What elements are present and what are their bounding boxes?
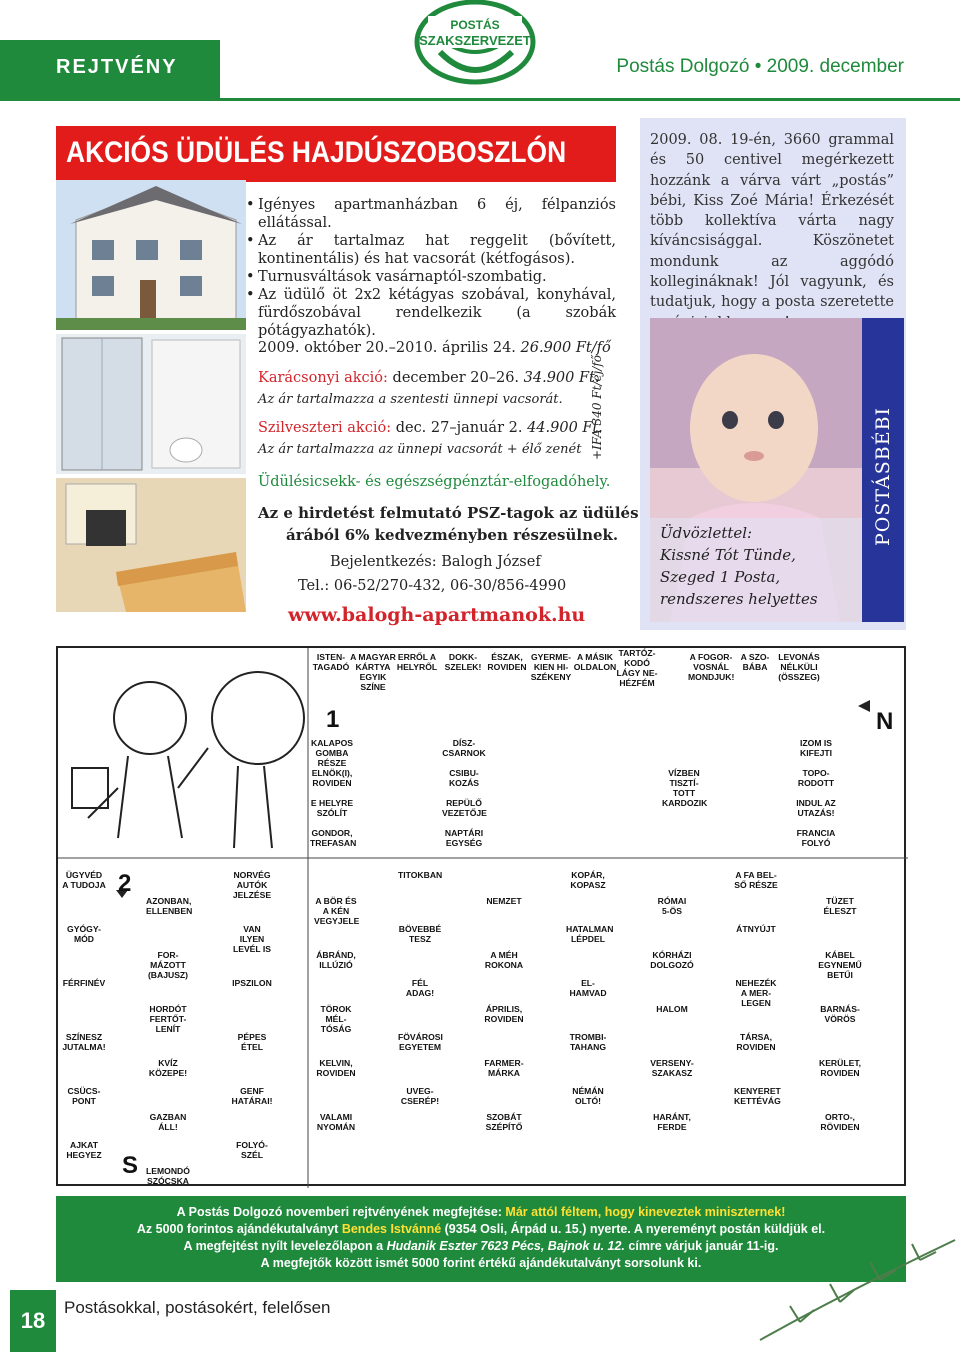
xmas-note: Az ár tartalmazza a szentesti ünnepi vacsorát. (258, 392, 563, 407)
crossword-clue: KELVIN, ROVIDEN (316, 1058, 356, 1078)
crossword-clue: VALAMI NYOMÁN (316, 1112, 356, 1132)
crossword-top-clue: A MÁSIK OLDALON (573, 652, 617, 672)
svg-text:SZAKSZERVEZET: SZAKSZERVEZET (419, 33, 531, 48)
crossword-clue: KOPÁR, KOPASZ (570, 870, 606, 890)
baby-announcement: 2009. 08. 19-én, 3660 grammal és 50 centivel megérkezett hozzánk a várva várt „postás” bébi, Kiss Zoé Mária! Érkezését több kollektíva várta nagy kíváncsisággal. Köszönetet mondunk az aggódó kollegináknak! Jól vagyunk, és tudatjuk, hogy a posta szeretette (650, 132, 894, 311)
nye-label: Szilveszteri akció: (258, 420, 392, 436)
crossword-clue: E HELYRE SZÓLÍT (310, 798, 354, 818)
nye-price: 44.900 Ft. (527, 420, 603, 436)
issue-label: Postás Dolgozó • 2009. december (616, 56, 904, 77)
solution-line-2: Az 5000 forintos ajándékutalványt Bendes Istvánné (9354 Osli, Árpád u. 15.) nyerte. A nyereményt postán küldjük el. (136, 1222, 826, 1236)
crossword-clue: UVEG- CSERÉP! (400, 1086, 440, 1106)
voucher-note: Üdülésicsekk- és egészségpénztár-elfogadóhely. (258, 474, 611, 490)
header-divider (0, 98, 960, 101)
discount-line-1: Az e hirdetést felmutató PSZ-tagok az üdülés (258, 504, 639, 522)
crossword-clue: VERSENY- SZAKASZ (650, 1058, 694, 1078)
crossword-clue: REPÜLŐ VEZETŐJE (442, 798, 487, 818)
xmas-offer (258, 370, 599, 386)
nye-offer (258, 420, 603, 436)
crossword-clue: VAN ILYEN LEVÉL IS (232, 924, 272, 954)
crossword-clue: NEMZET (486, 896, 522, 906)
crossword-top-clue: A FOGOR- VOSNÁL MONDJUK! (688, 652, 735, 682)
crossword-clue: A MÉH ROKONA (484, 950, 524, 970)
marker-one: 1 (326, 706, 340, 733)
xmas-dates: december 20–26. (392, 370, 520, 386)
crossword-clue: CSÜCS- PONT (67, 1086, 101, 1106)
crossword-clue: GYÓGY- MÓD (67, 924, 101, 944)
crossword-clue: NÉMÁN OLTÓ! (572, 1086, 604, 1106)
send-address: Hudanik Eszter 7623 Pécs, Bajnok u. 12. (386, 1239, 625, 1253)
booking-phone: Tel.: 06-52/270-432, 06-30/856-4990 (298, 578, 567, 594)
crossword-clue: TÁRSA, ROVIDEN (736, 1032, 776, 1052)
ad-feature-item: • Az ár tartalmaz hat reggelit (bővített, kontinentális) és hat vacsorát (kétfogásos). (246, 232, 616, 268)
booking-contact: Bejelentkezés: Balogh József (330, 554, 541, 570)
winner-name: Bendes Istvánné (341, 1222, 442, 1236)
footer-slogan: Postásokkal, postásokért, felelősen (64, 1298, 331, 1317)
crossword-clue: RÓMAI 5-ÖS (657, 896, 687, 916)
crossword-clue: ÁTNYÚJT (736, 924, 776, 934)
crossword-clue: KALAPOS GOMBA RÉSZE (310, 738, 354, 768)
cartoon-drawing (72, 672, 304, 848)
ad-feature-item: • Igényes apartmanházban 6 éj, félpanziós ellátással. (246, 196, 616, 232)
crossword-clue: GONDOR, TREFASAN (310, 828, 357, 848)
marker-two: 2 (118, 870, 132, 897)
crossword-clue: KVÍZ KÖZEPE! (148, 1058, 188, 1078)
page-number: 18 (10, 1290, 56, 1352)
crossword-clue: GAZBAN ÁLL! (149, 1112, 187, 1132)
season-offer (258, 340, 611, 356)
solution-line-1: A Postás Dolgozó novemberi rejtvényének megfejtése: Már attól féltem, hogy kineveztek miniszternek! (176, 1205, 786, 1219)
nye-note: Az ár tartalmazza az ünnepi vacsorát + élő zenét (258, 442, 582, 457)
crossword-clue: VÍZBEN TISZTÍ- TOTT (668, 768, 700, 798)
baby-signature: Üdvözlettel: Kissné Tót Tünde, Szeged 1 Posta, rendszeres helyettes (660, 524, 818, 608)
crossword-clue: NEHEZÉK A MER- LEGEN (735, 978, 777, 1008)
crossword-grid (56, 646, 906, 1186)
ad-title-bar (56, 126, 616, 182)
marker-n: N (876, 708, 894, 735)
postasbebi-label: POSTÁSBÉBI (872, 406, 894, 546)
crossword-clue: KENYERET KETTÉVÁG (734, 1086, 781, 1106)
crossword-clue: ORTO-, RÖVIDEN (820, 1112, 860, 1132)
crossword-clue: BÖVEBBÉ TESZ (398, 924, 442, 944)
vat-note: +IFA 340 Ft/éj/fő (590, 355, 604, 460)
crossword-clue: ÁBRÁND, ILLÚZIÓ (316, 950, 356, 970)
crossword-clue: BARNÁS- VÖRÖS (820, 1004, 860, 1024)
crossword-clue: FÉL ADAG! (405, 978, 435, 998)
crossword-clue: FARMER- MÁRKA (484, 1058, 524, 1078)
crossword-clue: DÍSZ- CSARNOK (442, 738, 486, 758)
crossword-top-clue: LEVONÁS NÉLKÜLI (ÖSSZEG) (778, 652, 820, 682)
crossword-top-clue: ERRŐL A HELYRŐL (396, 652, 438, 672)
season-price: 26.900 Ft/fő (520, 340, 611, 356)
crossword-clue: FOR- MÁZOTT (BAJUSZ) (147, 950, 189, 980)
crossword-clue: SZOBÁT SZÉPÍTŐ (485, 1112, 523, 1132)
crossword-clue: GENF HATÁRAI! (231, 1086, 273, 1106)
ad-feature-item: • Az üdülő öt 2x2 kétágyas szobával, konyhával, fürdőszobával rendelkezik (a szobák pótágyazhatók). (246, 286, 616, 340)
crossword-clue: AZONBAN, ELLENBEN (146, 896, 193, 916)
website-link[interactable]: www.balogh-apartmanok.hu (288, 604, 586, 626)
crossword-clue: NAPTÁRI EGYSÉG (444, 828, 484, 848)
fir-branch-decoration (740, 1210, 960, 1352)
apartment-photos (56, 180, 246, 612)
ad-title: AKCIÓS ÜDÜLÉS HAJDÚSZOBOSZLÓN (66, 136, 567, 169)
crossword-top-clue: DOKK- SZELEK! (444, 652, 482, 672)
ad-feature-list (246, 196, 616, 340)
section-header-bar (0, 40, 220, 98)
crossword-clue: FÖVÁROSI EGYETEM (398, 1032, 443, 1052)
postasbebi-label-bar (862, 318, 904, 622)
crossword-clue: FÉRFINÉV (62, 978, 106, 988)
svg-text:POSTÁS: POSTÁS (450, 18, 500, 32)
crossword-clue: TROMBI- TAHANG (569, 1032, 607, 1052)
crossword-clue: HARÁNT, FERDE (653, 1112, 691, 1132)
crossword-clue: PÉPES ÉTEL (237, 1032, 267, 1052)
crossword-clue: KERÜLET, ROVIDEN (818, 1058, 861, 1078)
crossword-clue: FRANCIA FOLYÓ (796, 828, 836, 848)
crossword-top-clue: GYERME- KIEN HI- SZÉKENY (530, 652, 572, 682)
crossword-lines (58, 648, 908, 1188)
crossword-top-clue: A MAGYAR KÁRTYA EGYIK SZÍNE (350, 652, 396, 692)
section-title: REJTVÉNY (56, 56, 178, 78)
crossword-top-clue: LÁGY NE- HÉZFÉM (616, 668, 658, 688)
crossword-clue: HATALMAN LÉPDEL (566, 924, 614, 944)
xmas-label: Karácsonyi akció: (258, 370, 388, 386)
crossword-clue: TÜZET ÉLESZT (823, 896, 857, 916)
crossword-clue: TITOKBAN (398, 870, 443, 880)
crossword-clue: KÁBEL EGYNEMŰ BETŰI (818, 950, 862, 980)
crossword-clue: KÓRHÁZI DOLGOZÓ (650, 950, 694, 970)
crossword-clue: SZÍNESZ JUTALMA! (62, 1032, 106, 1052)
crossword-clue: CSIBU- KOZÁS (448, 768, 480, 788)
crossword-clue: ÁPRILIS, ROVIDEN (484, 1004, 524, 1024)
crossword-clue: LEMONDÓ SZÓCSKA (146, 1166, 190, 1186)
crossword-clue: IPSZILON (232, 978, 272, 988)
crossword-top-clue: ISTEN- TAGADÓ (312, 652, 350, 672)
crossword-clue: FOLYÓ- SZÉL (236, 1140, 268, 1160)
crossword-clue: ÜGYVÉD A TUDOJA (62, 870, 106, 890)
crossword-clue: AJKAT HEGYEZ (66, 1140, 102, 1160)
crossword-top-clue: ÉSZAK, ROVIDEN (487, 652, 527, 672)
crossword-top-clue: A SZO- BÁBA (740, 652, 770, 672)
nye-dates: dec. 27–január 2. (395, 420, 523, 436)
marker-s: S (122, 1152, 139, 1179)
crossword-clue: ELNÖK(I), ROVIDEN (311, 768, 353, 788)
crossword-clue: TÖROK MÉL- TÓSÁG (320, 1004, 352, 1034)
crossword-clue: IZOM IS KIFEJTI (800, 738, 832, 758)
crossword-clue: A BÖR ÉS A KÉN VEGYJELE (314, 896, 360, 926)
crossword-top-clue: TARTÓZ- KODÓ (618, 648, 656, 668)
ad-feature-item: • Turnusváltások vasárnaptól-szombatig. (246, 268, 616, 286)
crossword-clue: A FA BEL- SŐ RÉSZE (734, 870, 778, 890)
solution-line-3: A megfejtést nyílt levelezőlapon a Hudanik Eszter 7623 Pécs, Bajnok u. 12. címre várjuk január 11-ig. (183, 1239, 779, 1253)
crossword-clue: TOPO- RODOTT (797, 768, 835, 788)
crossword-clue: NORVÉG AUTÓK JELZÉSE (232, 870, 272, 900)
crossword-clue: KARDOZIK (662, 798, 708, 808)
discount-line-2: árából 6% kedvezményben részesülnek. (286, 526, 619, 544)
crossword-clue: INDUL AZ UTAZÁS! (796, 798, 836, 818)
crossword-clue: HORDÓT FERTŐT- LENÍT (149, 1004, 187, 1034)
crossword-clue: EL- HAMVAD (569, 978, 607, 998)
season-dates: 2009. október 20.–2010. április 24. (258, 340, 516, 356)
crossword-clue: HALOM (656, 1004, 688, 1014)
xmas-price: 34.900 Ft. (523, 370, 600, 386)
solution-answer: Már attól féltem, hogy kineveztek miniszternek! (505, 1205, 786, 1219)
postas-szakszervezet-logo (412, 0, 538, 90)
solution-line-4: A megfejtők között ismét 5000 forint értékű ajándékutalványt sorsolunk ki. (260, 1256, 702, 1270)
